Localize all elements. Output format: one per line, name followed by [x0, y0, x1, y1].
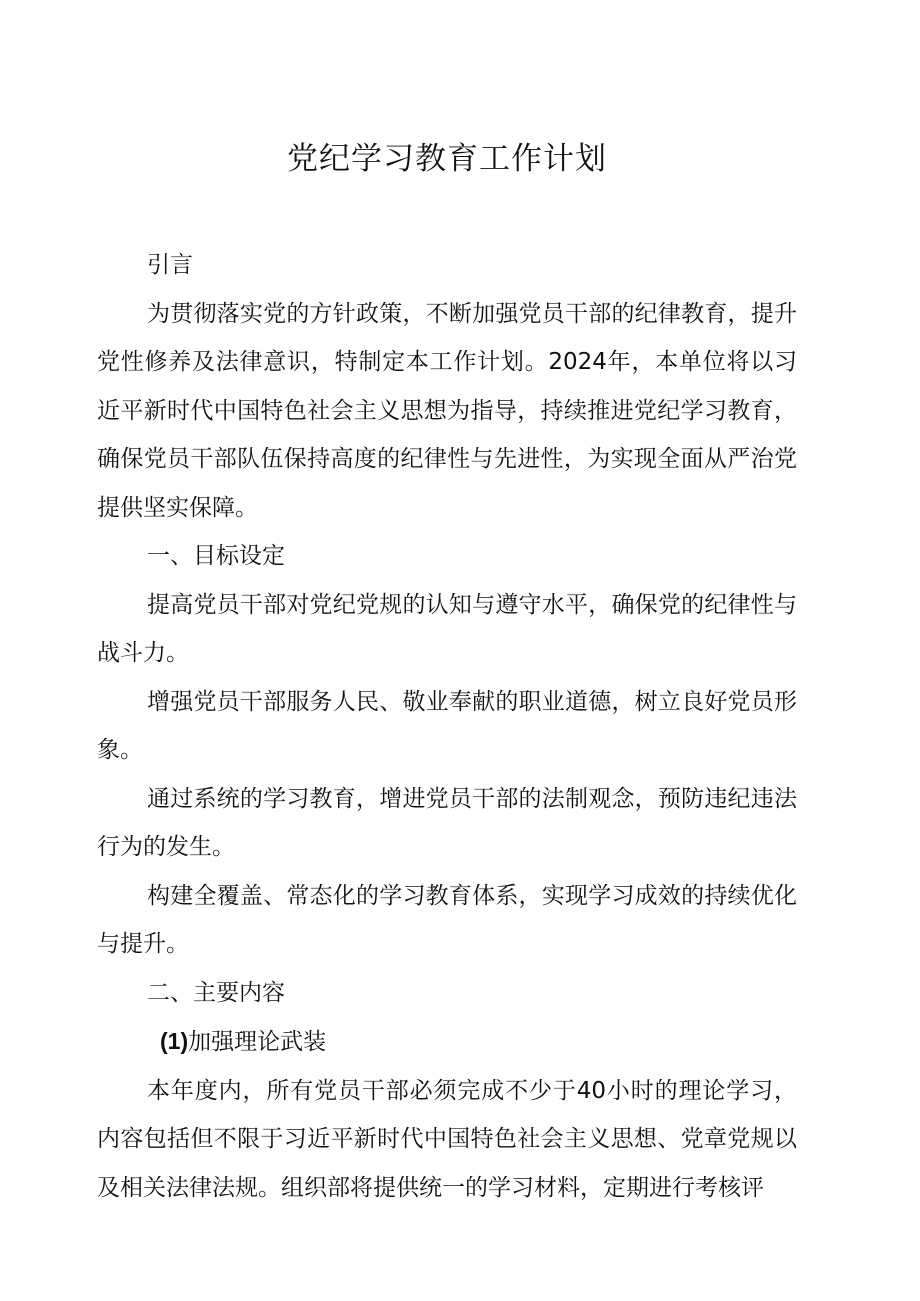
- subsection-heading: [97, 1017, 797, 1067]
- intro-heading: 引言: [147, 252, 193, 278]
- goal-paragraph: 通过系统的学习教育，增进党员干部的法制观念，预防违纪违法行为的发生。: [97, 785, 797, 860]
- intro-paragraph: 为贯彻落实党的方针政策，不断加强党员干部的纪律教育，提升党性修养及法律意识，特制定本工作计划。2024年，本单位将以习近平新时代中国特色社会主义思想为指导，持续推进党纪学习教育，确保党员干部队伍保持高度的纪律性与先进性，为实现全面从严治党提供坚实保障。: [97, 300, 797, 521]
- subsection-number: (1): [160, 1028, 189, 1054]
- subsection-label: 加强理论武装: [188, 1029, 327, 1055]
- content-paragraph: 本年度内，所有党员干部必须完成不少于40小时的理论学习，内容包括但不限于习近平新时代中国特色社会主义思想、党章党规以及相关法律法规。组织部将提供统一的学习材料，定期进行考核评: [97, 1077, 797, 1201]
- goal-paragraph: 提高党员干部对党纪党规的认知与遵守水平，确保党的纪律性与战斗力。: [97, 591, 797, 666]
- document-body: [97, 241, 797, 1212]
- goal-paragraph: 增强党员干部服务人民、敬业奉献的职业道德，树立良好党员形象。: [97, 688, 797, 763]
- section-heading-content: 二、主要内容: [147, 979, 285, 1006]
- page-title: 党纪学习教育工作计划: [287, 141, 607, 177]
- goal-paragraph: 构建全覆盖、常态化的学习教育体系，实现学习成效的持续优化与提升。: [97, 882, 797, 957]
- section-heading-goals: 一、目标设定: [147, 543, 285, 569]
